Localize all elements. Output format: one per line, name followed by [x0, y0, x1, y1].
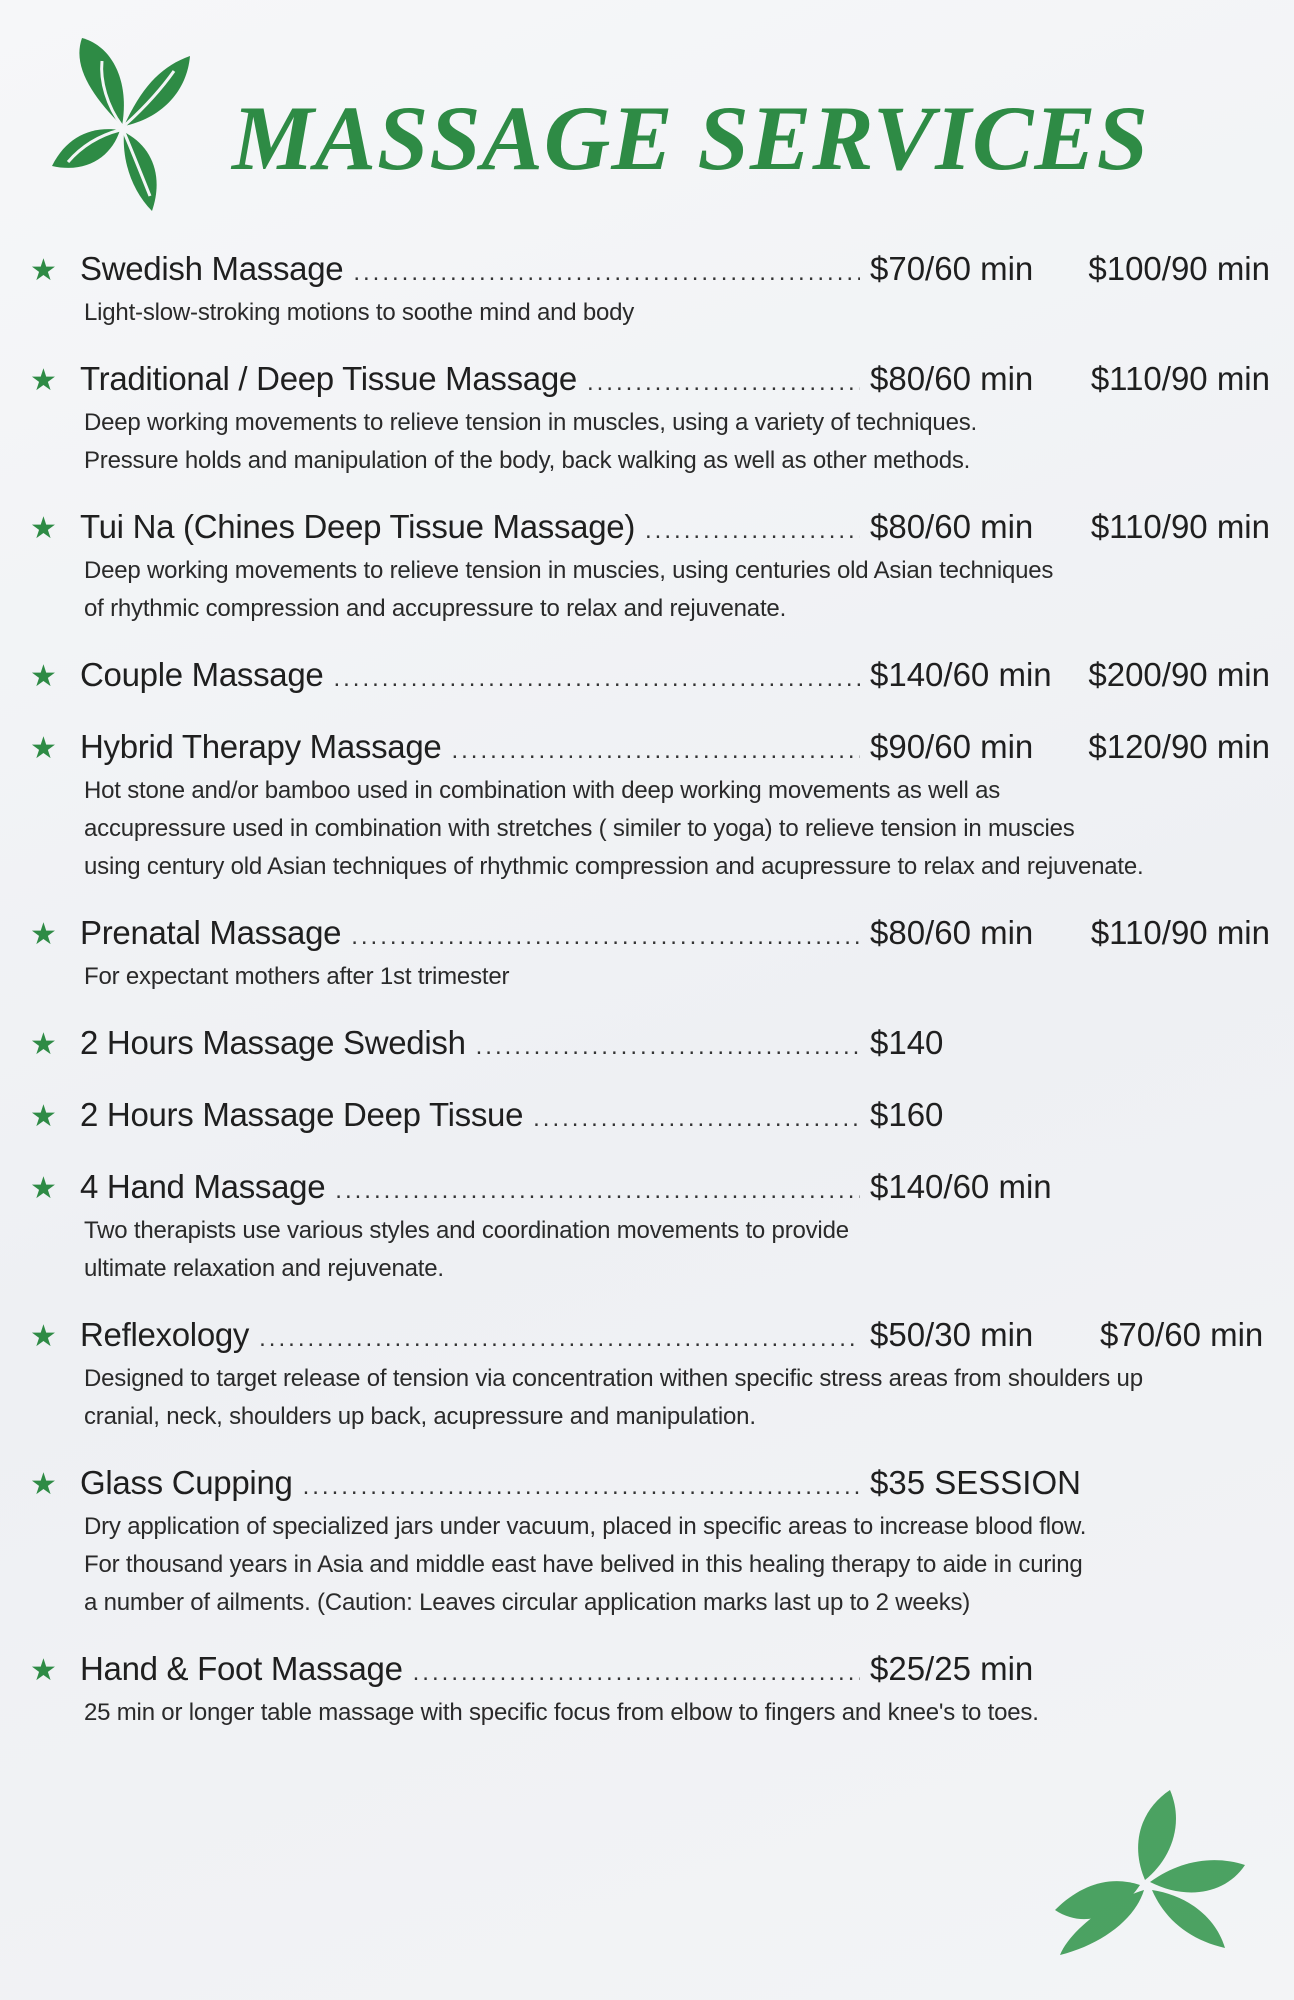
price-60: $70/60 min — [1100, 1316, 1264, 1353]
list-item — [30, 1464, 1270, 1622]
price-90: $100/90 min — [1088, 250, 1270, 287]
service-name: Traditional / Deep Tissue Massage — [80, 360, 577, 397]
page-title: MASSAGE SERVICES — [232, 87, 1149, 189]
dot-leader — [533, 1105, 860, 1133]
star-icon: ★ — [30, 1654, 57, 1687]
leaf-logo — [1040, 1770, 1250, 1980]
dot-leader — [333, 665, 860, 693]
dot-leader — [259, 1325, 860, 1353]
service-name: Hand & Foot Massage — [80, 1650, 403, 1687]
service-name: 2 Hours Massage Deep Tissue — [80, 1096, 524, 1133]
dot-leader — [587, 369, 860, 397]
star-icon: ★ — [30, 1028, 57, 1061]
service-name: Glass Cupping — [80, 1464, 293, 1501]
price-60: $70/60 min — [870, 250, 1034, 287]
service-name: Swedish Massage — [80, 250, 344, 287]
service-description: Deep working movements to relieve tension in muscles, using a variety of techniques. Pressure holds and manipulation of the body, back walking as well as other methods. — [84, 409, 977, 474]
service-name: Hybrid Therapy Massage — [80, 728, 442, 765]
price-30: $50/30 min — [870, 1316, 1034, 1353]
service-price: $35 SESSION — [870, 1464, 1081, 1501]
price-90: $110/90 min — [1090, 914, 1270, 951]
star-icon: ★ — [30, 1468, 57, 1501]
list-item — [30, 1096, 1270, 1140]
service-description: Hot stone and/or bamboo used in combination with deep working movements as well as accupressure used in combination with stretches ( similer to yoga) to relieve tension in muscies using century old Asian techniques of rhythmic compression and acupressure to relax and rejuvenate. — [84, 777, 1144, 880]
list-item — [30, 508, 1270, 628]
list-item — [30, 250, 1270, 332]
list-item — [30, 360, 1270, 480]
star-icon: ★ — [30, 1320, 57, 1353]
service-description: Dry application of specialized jars under vacuum, placed in specific areas to increase blood flow. For thousand years in Asia and middle east have belived in this healing therapy to aide in curing a number of ailments. (Caution: Leaves circular application marks last up to 2 weeks) — [84, 1513, 1087, 1616]
service-price: $140 — [870, 1024, 944, 1061]
dot-leader — [645, 517, 860, 545]
star-icon: ★ — [30, 732, 57, 765]
list-item — [30, 656, 1270, 700]
star-icon: ★ — [30, 364, 57, 397]
list-item — [30, 914, 1270, 996]
list-item — [30, 1168, 1270, 1288]
service-description: 25 min or longer table massage with specific focus from elbow to fingers and knee's to toes. — [84, 1699, 1039, 1726]
service-price: $25/25 min — [870, 1650, 1034, 1687]
star-icon: ★ — [30, 660, 57, 693]
service-price: $140/60 min — [870, 1168, 1052, 1205]
star-icon: ★ — [30, 918, 57, 951]
dot-leader — [451, 737, 860, 765]
list-item — [30, 1024, 1270, 1068]
services-list — [30, 250, 1270, 1760]
price-90: $110/90 min — [1090, 508, 1270, 545]
service-name: Prenatal Massage — [80, 914, 342, 951]
list-item — [30, 728, 1270, 886]
service-name: Couple Massage — [80, 656, 324, 693]
service-description: Two therapists use various styles and coordination movements to provide ultimate relaxation and rejuvenate. — [84, 1217, 849, 1282]
service-price: $160 — [870, 1096, 944, 1133]
dot-leader — [353, 259, 860, 287]
price-60: $80/60 min — [870, 508, 1034, 545]
price-90: $200/90 min — [1088, 656, 1270, 693]
price-60: $140/60 min — [870, 656, 1052, 693]
dot-leader — [303, 1473, 860, 1501]
dot-leader — [335, 1177, 860, 1205]
leaf-logo — [52, 26, 192, 226]
dot-leader — [476, 1033, 860, 1061]
star-icon: ★ — [30, 1172, 57, 1205]
service-name: 2 Hours Massage Swedish — [80, 1024, 466, 1061]
star-icon: ★ — [30, 254, 57, 287]
dot-leader — [413, 1659, 860, 1687]
service-name: 4 Hand Massage — [80, 1168, 326, 1205]
dot-leader — [351, 923, 860, 951]
star-icon: ★ — [30, 1100, 57, 1133]
price-60: $90/60 min — [870, 728, 1034, 765]
service-description: Light-slow-stroking motions to soothe mind and body — [84, 299, 635, 326]
service-description: For expectant mothers after 1st trimester — [84, 963, 510, 990]
price-90: $110/90 min — [1090, 360, 1270, 397]
service-description: Deep working movements to relieve tension in muscies, using centuries old Asian techniques of rhythmic compression and accupressure to relax and rejuvenate. — [84, 557, 1054, 622]
service-description: Designed to target release of tension via concentration withen specific stress areas from shoulders up cranial, neck, shoulders up back, acupressure and manipulation. — [84, 1365, 1143, 1430]
list-item — [30, 1650, 1270, 1732]
list-item — [30, 1316, 1270, 1436]
price-60: $80/60 min — [870, 360, 1034, 397]
service-name: Tui Na (Chines Deep Tissue Massage) — [80, 508, 636, 545]
price-60: $80/60 min — [870, 914, 1034, 951]
price-90: $120/90 min — [1088, 728, 1270, 765]
service-name: Reflexology — [80, 1316, 250, 1353]
star-icon: ★ — [30, 512, 57, 545]
